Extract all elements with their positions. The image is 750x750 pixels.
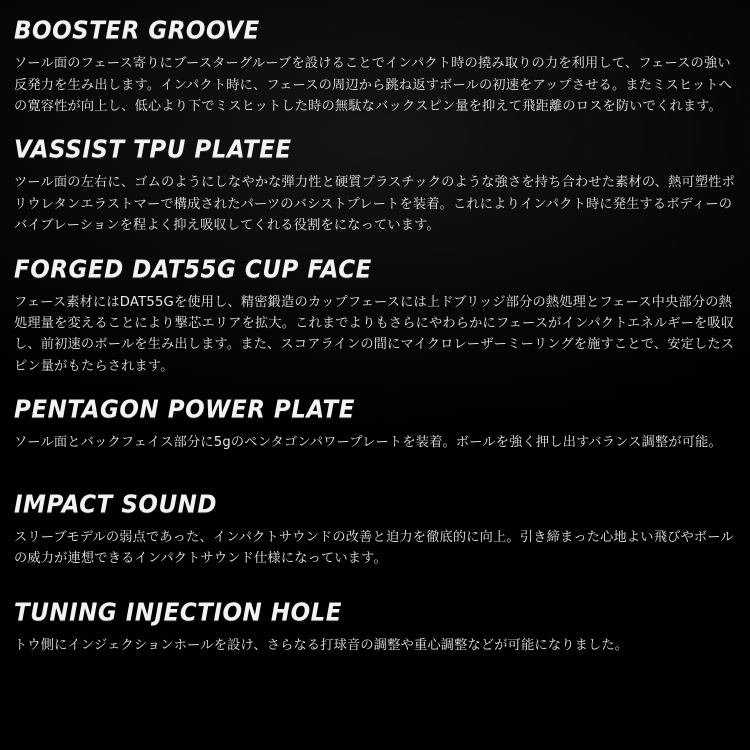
feature-section-impact-sound — [14, 490, 736, 570]
section-body: スリーブモデルの弱点であった、インパクトサウンドの改善と迫力を徹底的に向上。引き締まった心地よい飛びやボールの威力が連想できるインパクトサウンド仕様になっています。 — [14, 529, 734, 567]
section-heading: TUNING INJECTION HOLE — [14, 598, 342, 627]
section-body: ツール面の左右に、ゴムのようにしなやかな弾力性と硬質プラスチックのような強さを持ち合わせた素材の、熱可塑性ポリウレタンエラストマーで構成されたパーツのバシストプレートを装着。これによりインパクト時に発生するボディーのバイブレーションを程よく抑え吸収してくれる役割をになっています。 — [14, 175, 736, 234]
feature-sections-container — [14, 16, 736, 656]
feature-section-pentagon-power-plate — [14, 396, 736, 454]
section-body: ソール面とバックフェイス部分に5gのペンタゴンパワープレートを装着。ボールを強く押し出すバランス調整が可能。 — [14, 435, 722, 451]
section-body: フェース素材にはDAT55Gを使用し、精密鍛造のカップフェースには上ドブリッジ部分の熱処理とフェース中央部分の熱処理量を変えることにより撃芯エリアを拡大。これまでよりもさらにやわらかにフェースがインパクトエネルギーを吸収し、前初速のボールを生み出します。また、スコアラインの間にマイクロレーザーミーリングを施すことで、安定したスピン量がもたらされます。 — [14, 294, 735, 374]
section-heading: PENTAGON POWER PLATE — [14, 396, 355, 425]
feature-section-booster-groove — [14, 16, 736, 117]
section-heading: BOOSTER GROOVE — [14, 16, 260, 46]
section-heading: IMPACT SOUND — [14, 490, 217, 519]
section-heading: FORGED DAT55G CUP FACE — [14, 255, 372, 284]
feature-section-vassist-tpu-platee — [14, 136, 736, 236]
section-body: ソール面のフェース寄りにブースターグルーブを設けることでインパクト時の撓み取りの力を利用して、フェースの強い反発力を生み出します。インパクト時に、フェースの周辺から跳ね返すボールの初速をアップさせる。またミスヒットへの寛容性が向上し、低心より下でミスヒットした時の無駄なバックスピン量を抑えて飛距離のロスを防いでくれます。 — [14, 56, 733, 114]
feature-section-tuning-injection-hole — [14, 598, 736, 657]
section-body: トウ側にインジェクションホールを設け、さらなる打球音の調整や重心調整などが可能になりました。 — [14, 637, 629, 653]
section-heading: VASSIST TPU PLATEE — [14, 136, 292, 165]
feature-section-forged-dat55g-cup-face — [14, 255, 736, 378]
